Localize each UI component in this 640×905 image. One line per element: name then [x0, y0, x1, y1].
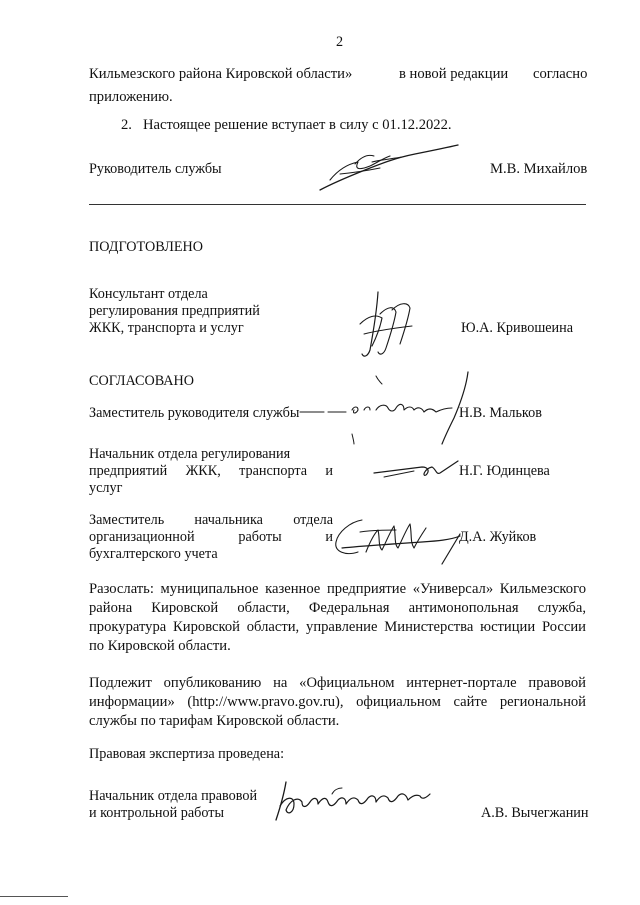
page-number: 2 — [336, 34, 344, 50]
dept-head-name: Н.Г. Юдинцева — [459, 463, 550, 479]
publication-line-3: службы по тарифам Кировской области. — [89, 713, 340, 729]
agreed-heading: СОГЛАСОВАНО — [89, 373, 195, 389]
deputy-dept-head-word-5: работы — [238, 529, 282, 545]
dept-head-line-1: Начальник отдела регулирования — [89, 446, 291, 462]
deputy-dept-head-word-6: и — [325, 529, 334, 545]
head-signature — [310, 140, 460, 200]
dept-head-word-3: транспорта — [239, 463, 308, 479]
prepared-signature — [350, 288, 420, 363]
deputy-dept-head-line-3: бухгалтерского учета — [89, 546, 218, 562]
deputy-dept-head-word-3: отдела — [293, 512, 334, 528]
deputy-dept-head-word-4: организационной — [89, 529, 195, 545]
publication-line-1: Подлежит опубликованию на «Официальном интернет-портале правовой — [89, 675, 586, 691]
expertise-signature — [272, 776, 452, 826]
intro-line-1-right: согласно — [533, 66, 588, 82]
dept-head-word-2: ЖКК, — [185, 463, 221, 479]
head-name: М.В. Михайлов — [490, 161, 588, 177]
expertise-line-1: Начальник отдела правовой — [89, 788, 258, 804]
deputy-head-signature — [300, 368, 470, 448]
separator-line — [89, 204, 586, 205]
intro-line-1-middle: в новой редакции — [399, 66, 509, 82]
prepared-heading: ПОДГОТОВЛЕНО — [89, 239, 203, 255]
prepared-name: Ю.А. Кривошеина — [461, 320, 574, 336]
dept-head-word-4: и — [325, 463, 333, 479]
prepared-line-2: регулирования предприятий — [89, 303, 260, 319]
deputy-dept-head-line-1 — [89, 512, 333, 529]
expertise-name: А.В. Вычегжанин — [481, 805, 589, 821]
item-2-number: 2. — [121, 117, 132, 133]
dept-head-line-2 — [89, 463, 333, 480]
intro-line-1-left: Кильмезского района Кировской области» — [89, 66, 353, 82]
dept-head-word-1: предприятий — [89, 463, 168, 479]
prepared-line-3: ЖКК, транспорта и услуг — [89, 320, 244, 336]
dept-head-signature — [370, 455, 460, 485]
distribution-line-2: района Кировской области, Федеральная антимонопольная служба, — [89, 600, 586, 616]
item-2-text: Настоящее решение вступает в силу с 01.12.2022. — [143, 117, 452, 133]
footnote-rule — [0, 896, 68, 897]
dept-head-line-3: услуг — [89, 480, 123, 496]
distribution-line-4: по Кировской области. — [89, 638, 231, 654]
intro-line-2: приложению. — [89, 89, 173, 105]
head-position: Руководитель службы — [89, 161, 222, 177]
prepared-line-1: Консультант отдела — [89, 286, 208, 302]
deputy-dept-head-name: Д.А. Жуйков — [459, 529, 537, 545]
publication-line-2: информации» (http://www.pravo.gov.ru), официальном сайте региональной — [89, 694, 586, 710]
deputy-dept-head-line-2 — [89, 529, 333, 546]
expertise-note: Правовая экспертиза проведена: — [89, 746, 285, 762]
deputy-dept-head-word-2: начальника — [194, 512, 263, 528]
deputy-dept-head-signature — [332, 508, 462, 568]
expertise-line-2: и контрольной работы — [89, 805, 224, 821]
deputy-head-position: Заместитель руководителя службы — [89, 405, 300, 421]
distribution-line-1: Разослать: муниципальное казенное предприятие «Универсал» Кильмезского — [89, 581, 586, 597]
deputy-dept-head-word-1: Заместитель — [89, 512, 165, 528]
distribution-line-3: прокуратура Кировской области, управление Министерства юстиции России — [89, 619, 586, 635]
deputy-head-name: Н.В. Мальков — [459, 405, 542, 421]
